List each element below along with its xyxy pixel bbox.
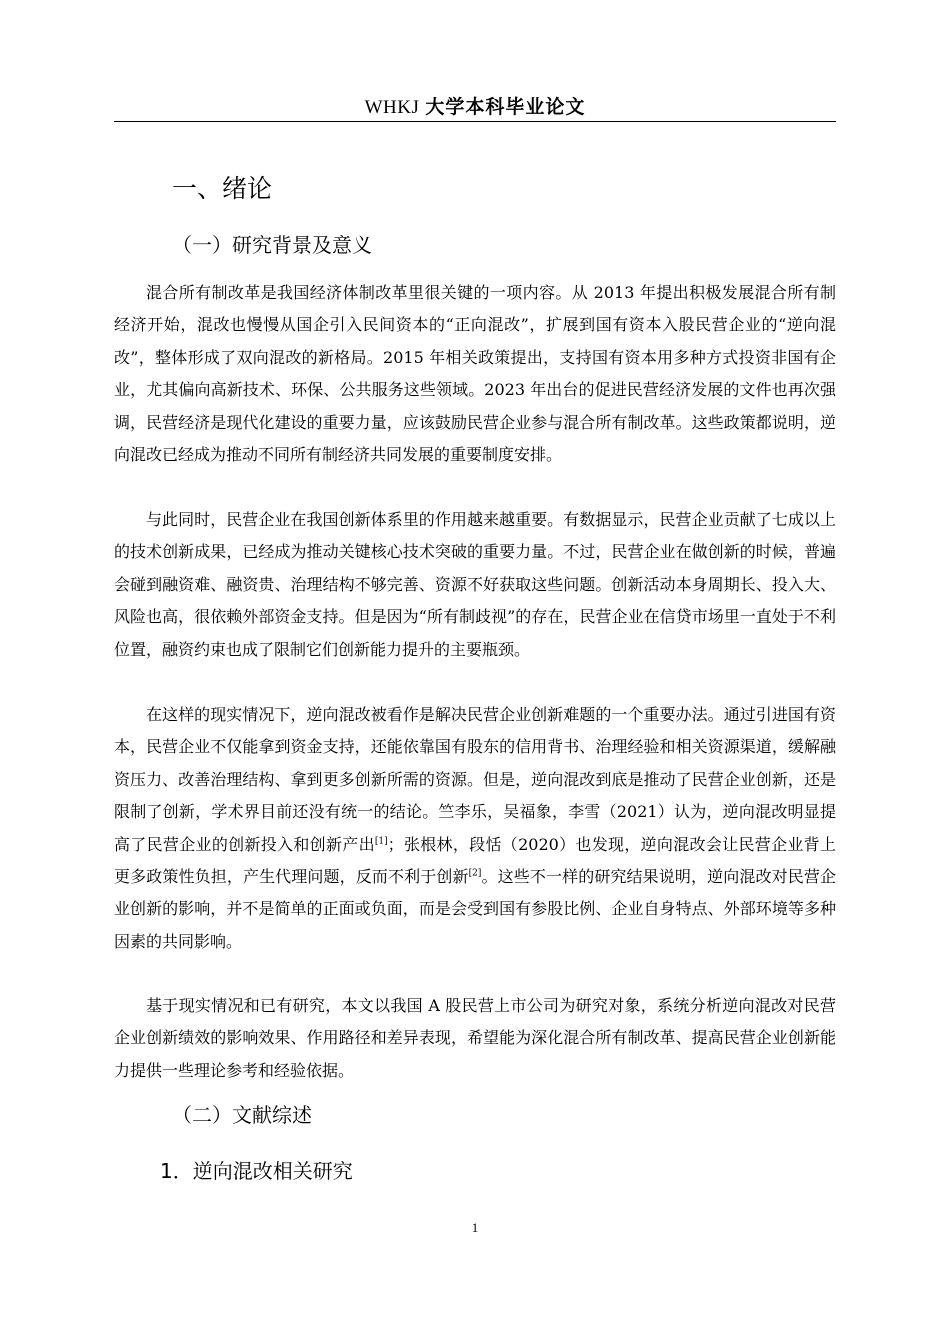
paragraph-3-part-a: 在这样的现实情况下，逆向混改被看作是解决民营企业创新难题的一个重要办法。通过引进国有资本，民营企业不仅能拿到资金支持，还能依靠国有股东的信用背书、治理经验和相关资源渠道，缓解融资压力、改善治理结构、拿到更多创新所需的资源。但是，逆向混改到底是推动了民营企业创新，还是限制了创新，学术界目前还没有统一的结论。竺李乐，吴福象，李雪（2021）认为，逆向混改明显提高了民营企业的创新投入和创新产出 — [114, 705, 836, 854]
page-header — [114, 94, 836, 121]
citation-1: [1] — [374, 836, 388, 847]
citation-2: [2] — [468, 868, 482, 879]
subsection-title-1: 1．逆向混改相关研究 — [160, 1159, 353, 1183]
paragraph-3 — [114, 699, 836, 958]
section-title-2: （二）文献综述 — [172, 1103, 312, 1127]
page-number: 1 — [471, 1220, 479, 1235]
section-title-1: （一）研究背景及意义 — [172, 233, 372, 257]
header-latin: WHKJ — [364, 97, 420, 118]
header-title: 大学本科毕业论文 — [425, 96, 586, 118]
paragraph-2: 与此同时，民营企业在我国创新体系里的作用越来越重要。有数据显示，民营企业贡献了七成以上的技术创新成果，已经成为推动关键核心技术突破的重要力量。不过，民营企业在做创新的时候，普遍会碰到融资难、融资贵、治理结构不够完善、资源不好获取这些问题。创新活动本身周期长、投入大、风险也高，很依赖外部资金支持。但是因为“所有制歧视”的存在，民营企业在信贷市场里一直处于不利位置，融资约束也成了限制它们创新能力提升的主要瓶颈。 — [114, 510, 836, 659]
paragraph-4: 基于现实情况和已有研究，本文以我国 A 股民营上市公司为研究对象，系统分析逆向混改对民营企业创新绩效的影响效果、作用路径和差异表现，希望能为深化混合所有制改革、提高民营企业创新能力提供一些理论参考和经验依据。 — [114, 996, 836, 1080]
paragraph-3-part-b: ；张根林，段恬（2020）也发现，逆向混改会让民营企业背上更多政策性负担，产生代理问题，反而不利于创新 — [114, 834, 836, 887]
header-rule — [114, 121, 836, 122]
chapter-title: 一、绪论 — [172, 174, 273, 203]
paragraph-1: 混合所有制改革是我国经济体制改革里很关键的一项内容。从 2013 年提出积极发展混合所有制经济开始，混改也慢慢从国企引入民间资本的“正向混改”，扩展到国有资本入股民营企业的“逆向混改”，整体形成了双向混改的新格局。2015 年相关政策提出，支持国有资本用多种方式投资非国有企业，尤其偏向高新技术、环保、公共服务这些领域。2023 年出台的促进民营经济发展的文件也再次强调，民营经济是现代化建设的重要力量，应该鼓励民营企业参与混合所有制改革。这些政策都说明，逆向混改已经成为推动不同所有制经济共同发展的重要制度安排。 — [114, 283, 836, 465]
paragraph-3-part-c: 。这些不一样的研究结果说明，逆向混改对民营企业创新的影响，并不是简单的正面或负面，而是会受到国有参股比例、企业自身特点、外部环境等多种因素的共同影响。 — [114, 867, 836, 951]
